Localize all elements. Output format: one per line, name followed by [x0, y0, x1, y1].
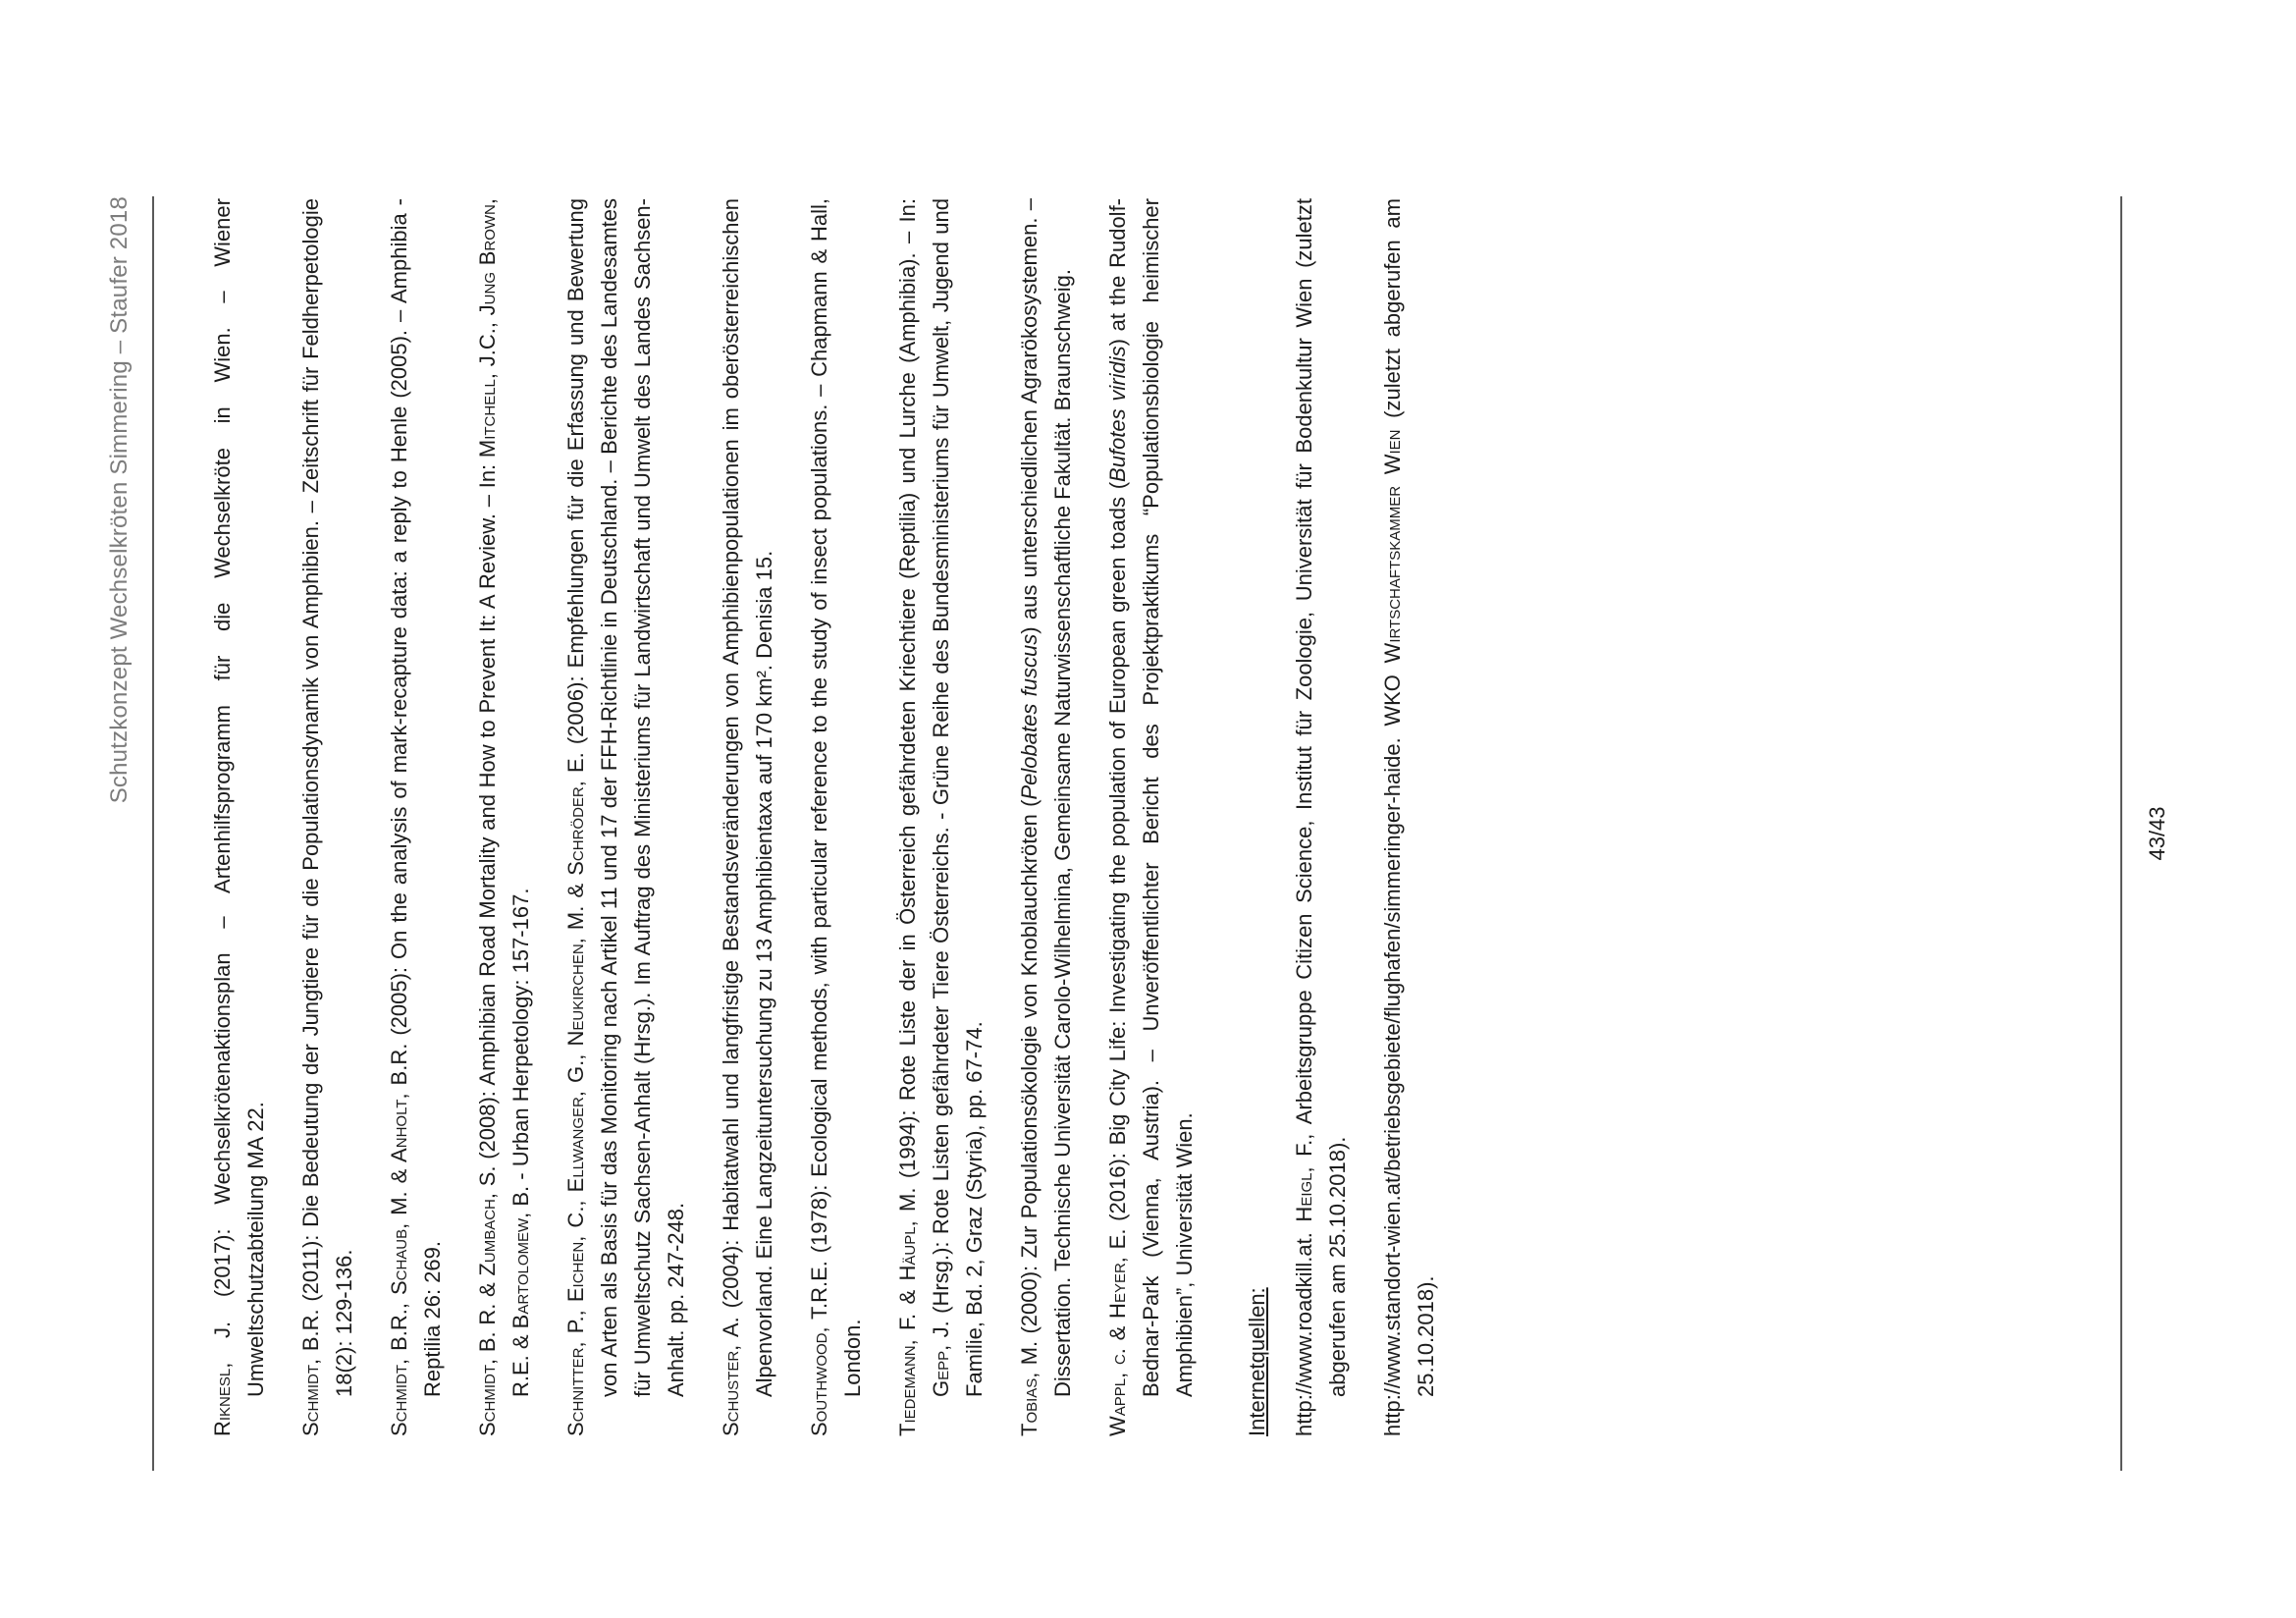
reference-text: (2005): On the analysis of mark-recapture data: a reply to Henle (2005). – Amphibia - Reptilia 26: 269.	[387, 197, 445, 1397]
reference-text: (1978): Ecological methods, with particular reference to the study of insect populations. – Chapmann & Hall, London.	[807, 198, 865, 1397]
reference-author: Schnitter, P., Eichen, C., Ellwanger, G., Neukirchen, M. & Schröder, E.	[563, 752, 588, 1436]
header-divider	[152, 196, 154, 1471]
reference-author: Tiedemann, F. & Häupl, M.	[895, 1187, 920, 1436]
reference-entry	[1101, 198, 1201, 1436]
reference-entry	[294, 198, 361, 1436]
reference-entry	[383, 198, 450, 1436]
reference-author: Tobias, M.	[1017, 1340, 1041, 1436]
reference-entry	[891, 198, 991, 1436]
reference-text-continued: ) aus unterschiedlichen Agrarökosystemen. – Dissertation. Technische Universität Carolo-Wilhelmina, Gemeinsame Naturwissenschaftliche Fakultät. Braunschweig.	[1017, 198, 1075, 1397]
reference-entry	[471, 198, 538, 1436]
reference-editor: Gepp, J.	[929, 1321, 953, 1397]
internet-source-entry	[1376, 198, 1443, 1436]
internet-source-entry	[1288, 198, 1355, 1436]
reference-text: (2017): Wechselkrötenaktionsplan – Artenhilfsprogramm für die Wechselkröte in Wien. – Wiener Umweltschutzabteilung MA 22.	[210, 198, 268, 1397]
reference-author: Schmidt, B.R.	[298, 1309, 323, 1436]
internet-sources-heading: Internetquellen:	[1245, 1287, 1269, 1436]
internet-source-text: (zuletzt abgerufen am 25.10.2018).	[1380, 198, 1438, 1397]
reference-text-continued: (Hrsg.): Rote Listen gefährdeter Tiere Österreichs. - Grüne Reihe des Bundesministeriums für Umwelt, Jugend und Familie, Bd. 2, Graz (Styria), pp. 67-74.	[929, 198, 987, 1397]
reference-author: Southwood, T.R.E.	[807, 1261, 831, 1436]
reference-author: Schmidt, B. R. & Zumbach, S.	[475, 1165, 500, 1436]
reference-list	[206, 198, 1465, 1436]
reference-author: Wappl, c. & Heyer, E.	[1105, 1228, 1130, 1436]
reference-species-name: Bufotes viridis	[1105, 346, 1130, 482]
footer-divider	[2120, 196, 2122, 1471]
internet-source-author: Heigl, F.	[1292, 1139, 1316, 1222]
page-number: 43/43	[2145, 806, 2169, 861]
reference-author: Schuster, A.	[719, 1317, 743, 1436]
reference-author: Schmidt, B.R., Schaub, M. & Anholt, B.R.	[387, 1043, 411, 1436]
running-header-title: Schutzkonzept Wechselkröten Simmering – Staufer 2018	[106, 196, 133, 804]
reference-species-name: Pelobates fuscus	[1017, 633, 1041, 800]
reference-editor: Mitchell, J.C., Jung Brown, R.E. & Bartolomew, B.	[475, 198, 533, 1397]
reference-text-continued: - Urban Herpetology: 157-167.	[508, 888, 533, 1186]
reference-entry	[206, 198, 273, 1436]
reference-entry	[1013, 198, 1080, 1436]
reference-text-continued: ) at the Rudolf-Bednar-Park (Vienna, Austria). – Unveröffentlichter Bericht des Projektpraktikums “Populationsbiologie heimischer Amphibien”, Universität Wien.	[1105, 197, 1197, 1397]
reference-text: (2011): Die Bedeutung der Jungtiere für die Populationsdynamik von Amphibien. – Zeitschrift für Feldherpetologie 18(2): 129-136.	[298, 198, 356, 1397]
internet-source-url: http://www.roadkill.at.	[1292, 1221, 1316, 1436]
internet-source-author: Wirtschaftskammer Wien	[1380, 429, 1405, 664]
reference-text: (2004): Habitatwahl und langfristige Bestandsveränderungen von Amphibienpopulationen im oberösterreichischen Alpenvorland. Eine Langzeituntersuchung zu 13 Amphibientaxa auf 170 km². Denisia 15.	[719, 198, 776, 1397]
reference-text: (2000): Zur Populationsökologie von Knoblauchkröten (	[1017, 799, 1041, 1341]
reference-entry	[803, 198, 870, 1436]
internet-source-url: http://www.standort-wien.at/betriebsgebiete/flughafen/simmeringer-haide. WKO	[1380, 663, 1405, 1436]
reference-entry	[560, 198, 693, 1436]
reference-entry	[715, 198, 781, 1436]
reference-text: (2016): Big City Life: Investigating the population of European green toads (	[1105, 481, 1130, 1229]
reference-text: (2008): Amphibian Road Mortality and How to Prevent It: A Review. – In:	[475, 458, 500, 1166]
reference-text: (1994): Rote Liste der in Österreich gefährdeten Kriechtiere (Reptilia) und Lurche (Amphibia). – In:	[895, 198, 920, 1188]
reference-author: Riknesl, J.	[210, 1321, 235, 1436]
reference-text: (2006): Empfehlungen für die Erfassung und Bewertung von Arten als Basis für das Monitoring nach Artikel 11 und 17 der FFH-Richtlinie in Deutschland. – Berichte des Landesamtes für Umweltschutz Sachsen-Anhalt (Hrsg.). Im Auftrag des Ministeriums für Landwirtschaft und Umwelt des Landes Sachsen-Anhalt. pp. 247-248.	[563, 197, 688, 1397]
internet-source-text: , Arbeitsgruppe Citizen Science, Institut für Zoologie, Universität für Bodenkultur Wien (zuletzt abgerufen am 25.10.2018).	[1292, 198, 1350, 1397]
